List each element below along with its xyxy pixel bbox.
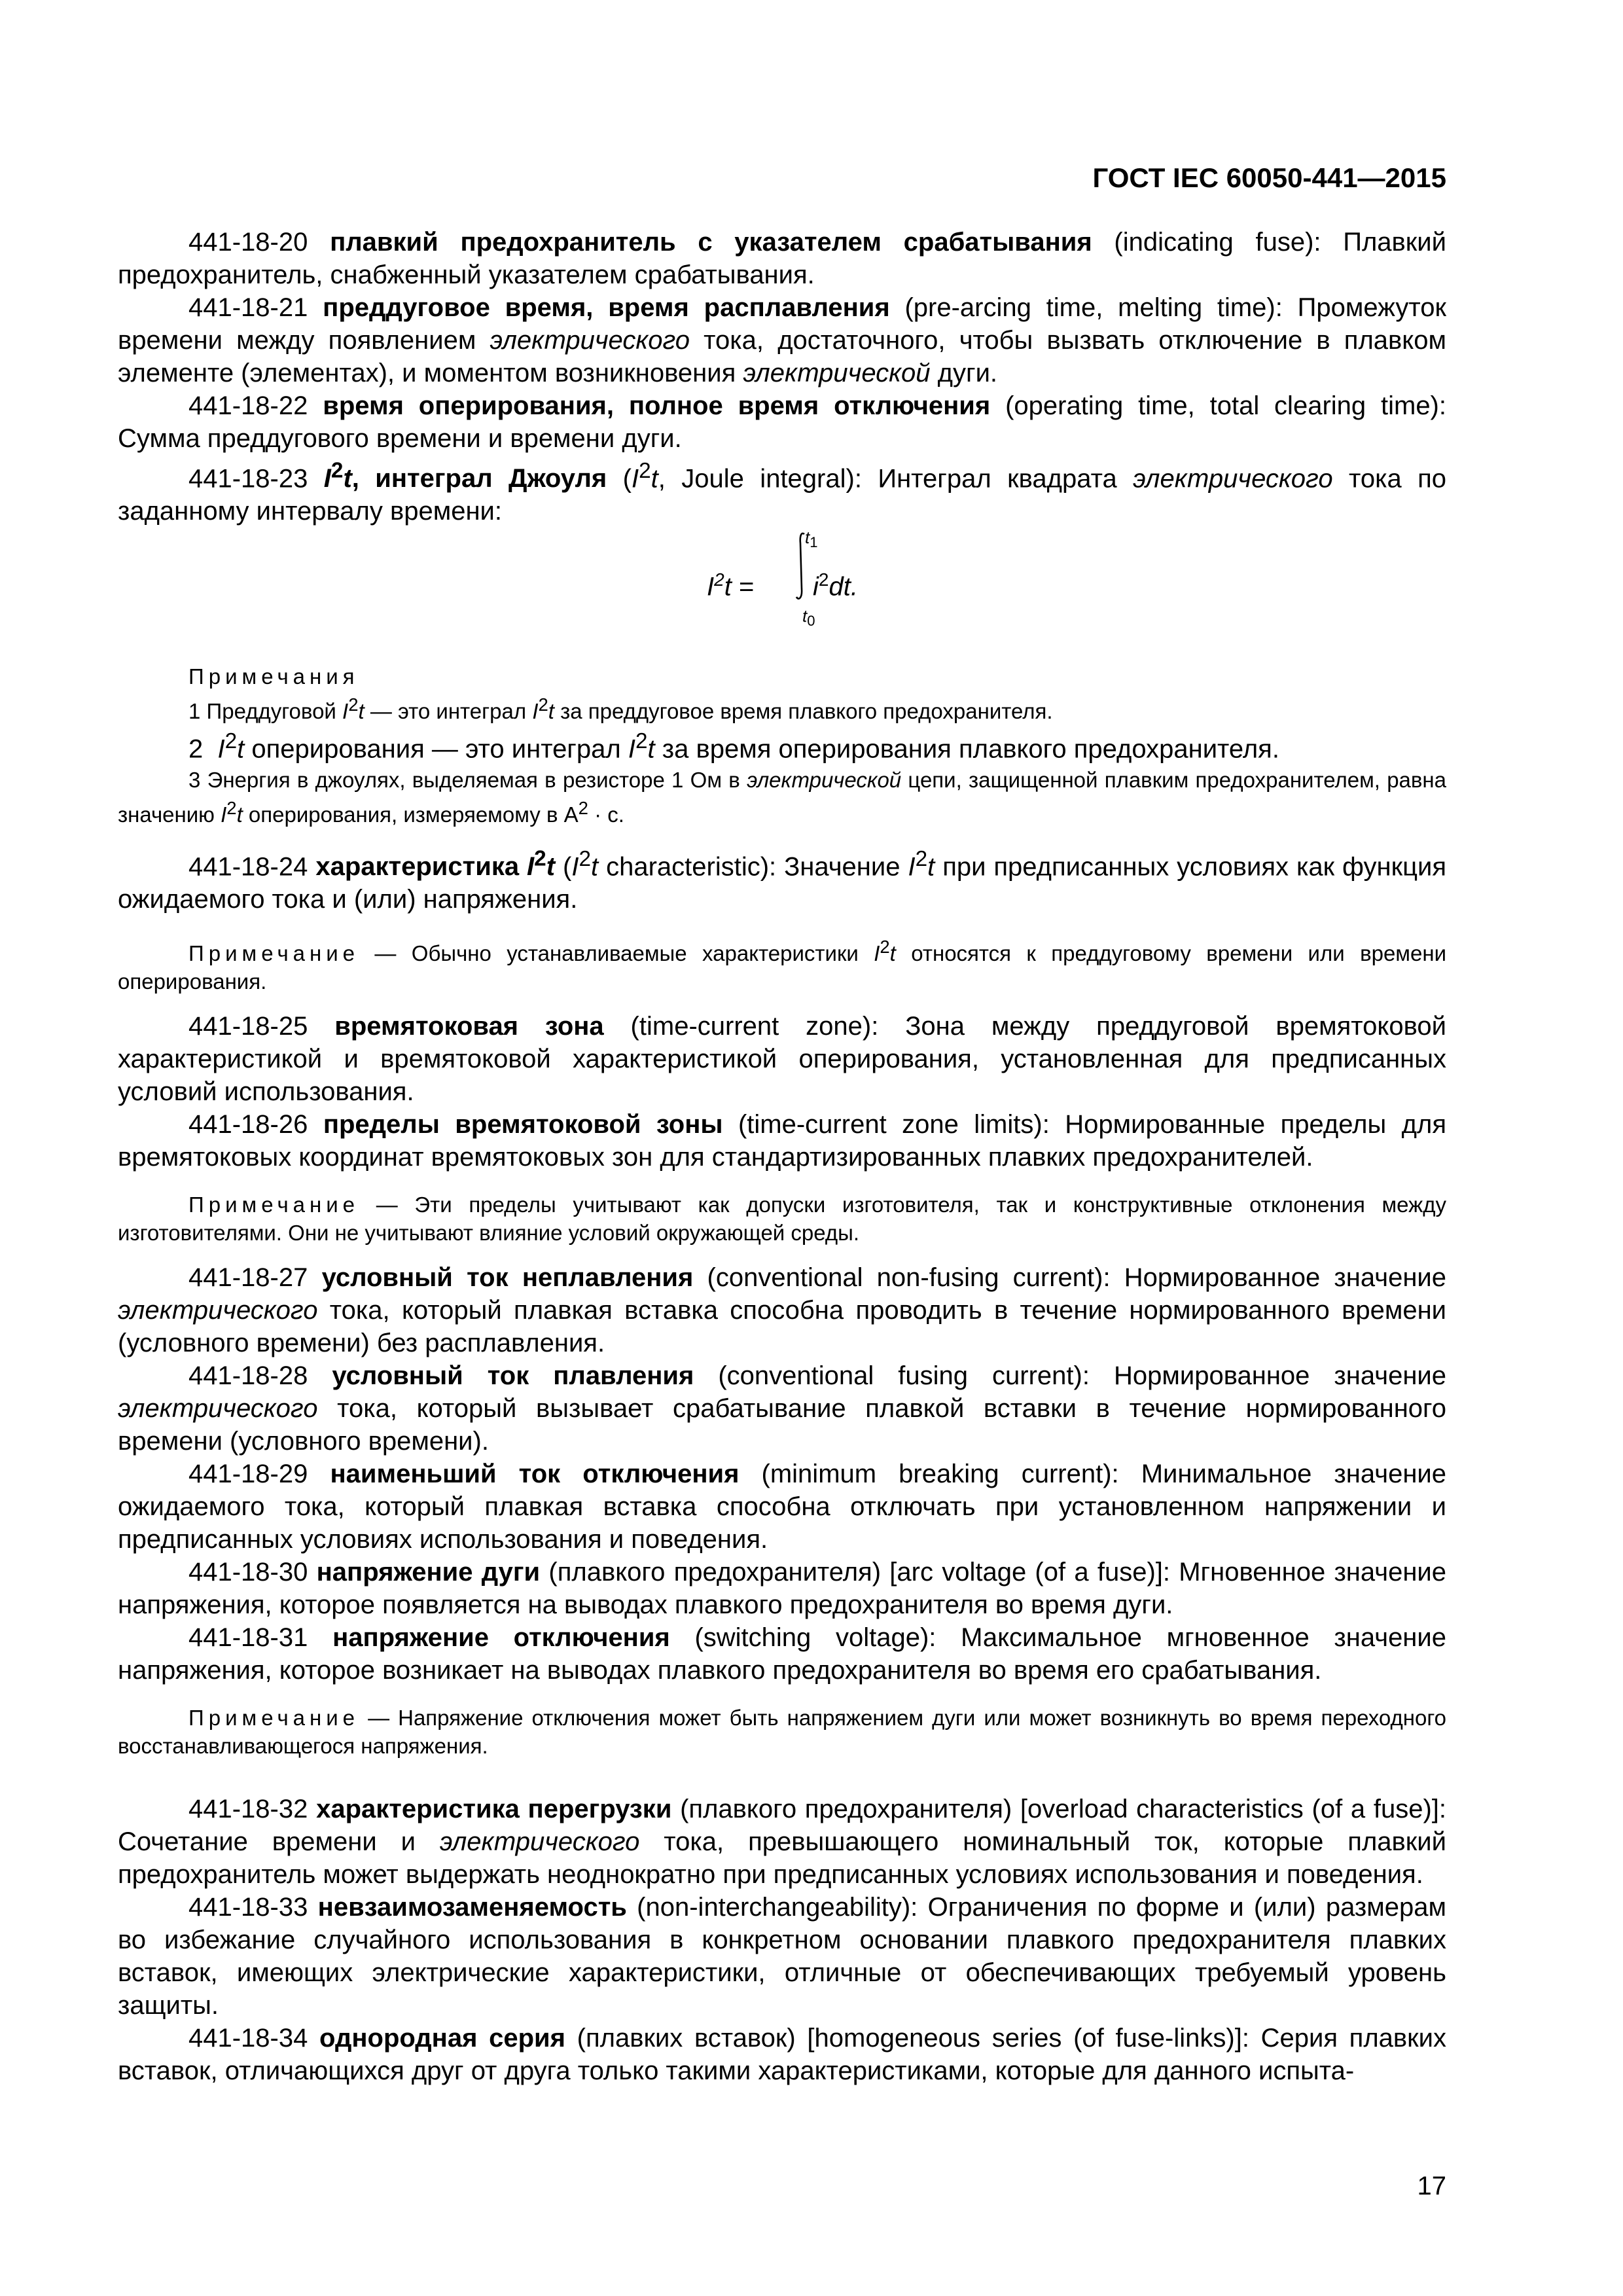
term-number: 441-18-28 <box>188 1361 308 1390</box>
superscript: 2 <box>880 936 890 957</box>
term-name: преддуговое время, время расплавления <box>323 293 890 322</box>
term-number: 441-18-34 <box>188 2023 308 2053</box>
superscript: 2 <box>224 729 238 754</box>
note-number: 1 <box>188 699 201 724</box>
symbol: I <box>707 572 715 601</box>
term-name <box>315 846 556 881</box>
term-entry-441-18-25 <box>118 1010 1446 1108</box>
term-name: невзаимозаменяемость <box>317 1892 627 1922</box>
symbol: t <box>548 699 554 724</box>
term-name <box>323 459 607 493</box>
superscript: 2 <box>915 846 928 871</box>
symbol: I <box>221 802 227 827</box>
symbol: I <box>323 464 331 493</box>
term-entry-441-18-20 <box>118 226 1446 291</box>
term-definition: , Joule integral): Интеграл квадрата <box>658 464 1133 493</box>
note-text: — Напряжение отключения может быть напряжением дуги или может возникнуть во время переходного восстанавливающегося напряжения. <box>118 1705 1446 1758</box>
note-text: оперирования, измеряемому в А <box>242 802 579 827</box>
term-definition: (minimum breaking current): Минимальное значение ожидаемого тока, который плавкая вставка способна отключать при установленном напряжении и предписанных условиях использования и поведения. <box>118 1459 1446 1554</box>
italic-word: электрического <box>439 1827 640 1856</box>
term-entry-441-18-24 <box>118 843 1446 916</box>
term-definition: тока, который вызывает срабатывание плавкой вставки в течение нормированного времени (условного времени). <box>118 1393 1446 1456</box>
term-entry-441-18-34 <box>118 2022 1446 2087</box>
symbol: t <box>343 464 352 493</box>
term-number: 441-18-26 <box>188 1109 308 1139</box>
superscript: 2 <box>226 797 237 818</box>
document-header: ГОСТ IEC 60050-441—2015 <box>1092 162 1446 193</box>
term-name: времятоковая зона <box>334 1011 604 1041</box>
note-number: 3 <box>188 767 201 792</box>
note-441-18-26 <box>118 1191 1446 1247</box>
note-text: Преддуговой <box>200 699 343 724</box>
term-entry-441-18-28 <box>118 1359 1446 1458</box>
note-1 <box>188 691 1446 725</box>
term-name: условный ток плавления <box>332 1361 694 1390</box>
term-name: напряжение дуги <box>316 1557 541 1587</box>
symbol: I <box>908 852 916 881</box>
note-text: Энергия в джоулях, выделяемая в резисторе 1 Ом в <box>200 767 747 792</box>
note-text: относятся к преддуговому времени или времени оперирования. <box>118 941 1446 994</box>
joule-integral-formula <box>118 528 1446 644</box>
term-entry-441-18-22 <box>118 389 1446 455</box>
term-name: время оперирования, полное время отключения <box>323 391 991 420</box>
term-definition: (operating time, total clearing time): Сумма преддугового времени и времени дуги. <box>118 391 1446 453</box>
term-name: напряжение отключения <box>332 1623 670 1652</box>
note-text: оперирования — это интеграл <box>244 734 628 764</box>
term-definition: (indicating fuse): Плавкий предохранитель, снабженный указателем срабатывания. <box>118 228 1446 289</box>
term-definition: (non-interchangeability): Ограничения по форме и (или) размерам во избежание случайного использования в конкретном основании плавкого предохранителя плавких вставок, имеющих электрические характеристики, отличные от обеспечивающих требуемый уровень защиты. <box>118 1892 1446 2020</box>
note-number: 2 <box>188 734 204 764</box>
subscript: 1 <box>810 534 818 551</box>
note-441-18-31 <box>118 1704 1446 1760</box>
note-441-18-24 <box>118 933 1446 996</box>
italic-word: электрического <box>1133 464 1333 493</box>
term-number: 441-18-23 <box>188 464 308 493</box>
symbol: t <box>724 572 732 601</box>
term-definition: (плавкого предохранителя) [arc voltage (of a fuse)]: Мгновенное значение напряжения, которое появляется на выводах плавкого предохранителя во время дуги. <box>118 1557 1447 1619</box>
superscript: 2 <box>635 729 648 754</box>
term-entry-441-18-26 <box>118 1108 1446 1174</box>
term-text: , интеграл Джоуля <box>351 464 607 493</box>
term-definition: тока по заданному интервалу времени: <box>118 464 1446 526</box>
term-definition: (time-current zone limits): Нормированные пределы для времятоковых координат времятоковых зон для стандартизированных плавких предохранителей. <box>118 1109 1446 1172</box>
symbol: t <box>927 852 935 881</box>
term-definition: (pre-arcing time, melting time): Промежуток времени между появлением <box>118 293 1447 355</box>
document-body <box>118 226 1446 2087</box>
term-name: однородная серия <box>319 2023 565 2053</box>
term-number: 441-18-25 <box>188 1011 308 1041</box>
term-number: 441-18-21 <box>188 293 308 322</box>
formula-lhs <box>707 569 754 601</box>
symbol: t <box>651 464 658 493</box>
superscript: 2 <box>639 459 651 483</box>
term-number: 441-18-22 <box>188 391 308 420</box>
term-entry-441-18-33 <box>118 1891 1446 2022</box>
symbol: I <box>532 699 539 724</box>
term-name: плавкий предохранитель с указателем срабатывания <box>330 228 1092 257</box>
term-entry-441-18-32 <box>118 1793 1446 1891</box>
symbol: I <box>631 464 639 493</box>
term-entry-441-18-31 <box>118 1621 1446 1687</box>
note-3 <box>118 766 1446 829</box>
symbol: t <box>236 802 243 827</box>
term-name: характеристика перегрузки <box>316 1794 672 1823</box>
term-number: 441-18-30 <box>188 1557 308 1587</box>
superscript: 2 <box>534 846 546 871</box>
lower-limit <box>802 606 815 630</box>
page-number: 17 <box>1417 2172 1446 2200</box>
symbol: t <box>647 734 655 764</box>
symbol: I <box>571 852 579 881</box>
symbol: t <box>889 941 896 965</box>
symbol: I <box>342 699 349 724</box>
formula-integrand <box>813 569 858 601</box>
integral-sign <box>794 530 808 602</box>
document-page <box>118 0 1446 2296</box>
term-definition: дуги. <box>930 359 998 387</box>
note-label: Примечание <box>188 1705 360 1730</box>
notes-heading: Примечания <box>188 664 359 689</box>
note-text: за время оперирования плавкого предохранителя. <box>654 734 1279 764</box>
note-text: — это интеграл <box>364 699 533 724</box>
term-definition: (conventional fusing current): Нормированное значение <box>694 1361 1446 1390</box>
term-entry-441-18-29 <box>118 1458 1446 1556</box>
superscript: 2 <box>330 459 344 483</box>
symbol: t <box>802 606 808 626</box>
note-text: за преддуговое время плавкого предохранителя. <box>554 699 1053 724</box>
subscript: 0 <box>807 613 815 630</box>
superscript: 2 <box>579 846 591 871</box>
term-definition: characteristic): Значение <box>598 852 908 881</box>
symbol: I <box>527 852 535 881</box>
term-number: 441-18-20 <box>188 228 308 257</box>
term-number: 441-18-31 <box>188 1623 308 1652</box>
italic-word: электрического <box>118 1295 318 1325</box>
superscript: 2 <box>348 694 359 715</box>
term-definition: ( <box>555 852 572 881</box>
term-number: 441-18-32 <box>188 1794 308 1823</box>
italic-word: электрического <box>118 1393 318 1423</box>
symbol: t <box>546 852 556 881</box>
term-number: 441-18-29 <box>188 1459 308 1488</box>
term-text: характеристика <box>315 852 527 881</box>
term-number: 441-18-33 <box>188 1892 308 1922</box>
note-2 <box>188 725 1446 765</box>
superscript: 2 <box>818 569 829 590</box>
symbol: t <box>358 699 365 724</box>
term-definition: тока, превышающего номинальный ток, которые плавкий предохранитель может выдержать неоднократно при предписанных условиях использования и поведения. <box>118 1827 1446 1889</box>
term-definition: (плавких вставок) [homogeneous series (of fuse-links)]: Серия плавких вставок, отличающихся друг от друга только такими характеристиками, которые для данного испыта- <box>118 2023 1446 2085</box>
term-definition: тока, который плавкая вставка способна проводить в течение нормированного времени (условного времени) без расплавления. <box>118 1295 1446 1357</box>
symbol: I <box>217 734 225 764</box>
superscript: 2 <box>538 694 548 715</box>
term-name: наименьший ток отключения <box>330 1459 740 1488</box>
term-definition: (conventional non-fusing current): Нормированное значение <box>693 1263 1446 1292</box>
equals-sign: = <box>738 572 755 601</box>
symbol: I <box>874 941 880 965</box>
symbol: t <box>591 852 599 881</box>
term-definition: (time-current zone): Зона между преддуговой времятоковой характеристикой и времятоковой характеристикой оперирования, установленная для предписанных условий использования. <box>118 1011 1446 1106</box>
term-number: 441-18-27 <box>188 1263 308 1292</box>
note-text: цепи, защищенной плавким предохранителем, равна значению <box>118 767 1447 827</box>
term-definition: ( <box>607 464 632 493</box>
symbol: t <box>237 734 245 764</box>
note-text: — Обычно устанавливаемые характеристики <box>359 941 874 965</box>
note-label: Примечание <box>188 941 360 965</box>
term-definition: (плавкого предохранителя) [overload characteristics (of a fuse)]: Сочетание времени и <box>118 1794 1446 1856</box>
note-text: — Эти пределы учитывают как допуски изготовителя, так и конструктивные отклонения между изготовителями. Они не учитывают влияние условий окружающей среды. <box>118 1192 1446 1245</box>
symbol: dt. <box>829 572 858 601</box>
symbol: t <box>805 528 810 548</box>
term-definition: при предписанных условиях как функция ожидаемого тока и (или) напряжения. <box>118 852 1446 914</box>
term-number: 441-18-24 <box>188 852 308 881</box>
term-definition: (switching voltage): Максимальное мгновенное значение напряжения, которое возникает на выводах плавкого предохранителя во время его срабатывания. <box>118 1623 1446 1685</box>
note-label: Примечание <box>188 1192 360 1217</box>
superscript: 2 <box>714 569 724 590</box>
italic-word: электрической <box>743 359 931 387</box>
term-name: условный ток неплавления <box>321 1263 694 1292</box>
term-entry-441-18-21 <box>118 291 1446 389</box>
italic-word: электрической <box>747 767 902 792</box>
symbol: I <box>628 734 635 764</box>
italic-word: электрического <box>490 326 690 355</box>
note-text: · с. <box>588 802 624 827</box>
term-entry-441-18-30 <box>118 1556 1446 1621</box>
term-name: пределы времятоковой зоны <box>323 1109 723 1139</box>
term-entry-441-18-27 <box>118 1261 1446 1359</box>
superscript: 2 <box>578 797 588 818</box>
symbol: i <box>813 572 819 601</box>
term-definition: тока, достаточного, чтобы вызвать отключение в плавком элементе (элементах), и моментом возникновения <box>118 326 1447 387</box>
term-entry-441-18-23 <box>118 455 1446 528</box>
